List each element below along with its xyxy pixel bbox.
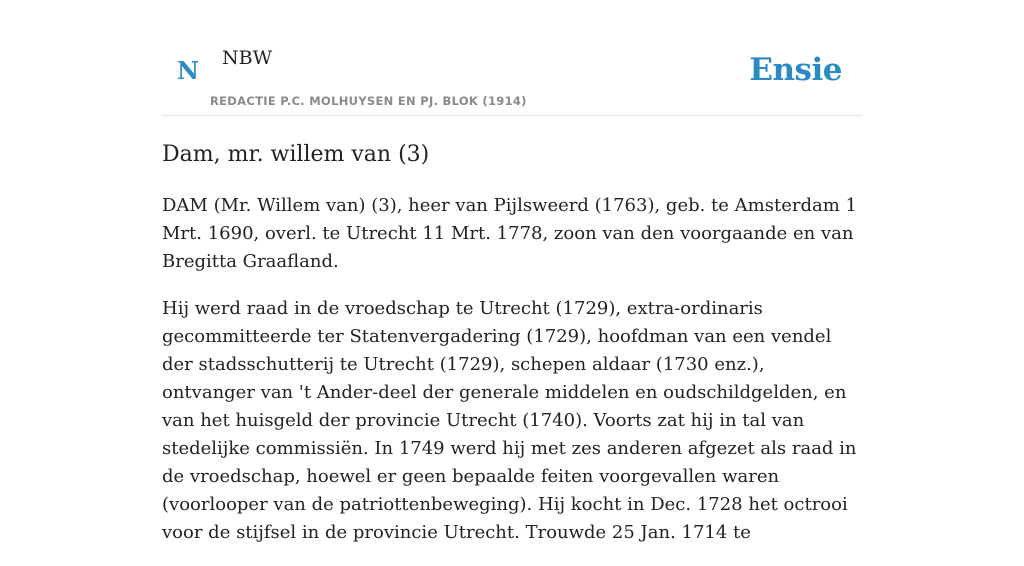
article-paragraph: Hij werd raad in de vroedschap te Utrecht (1729), extra-ordinaris gecommitteerde ter Statenvergadering (1729), hoofdman van een vendel der stadsschutterij te Utrecht (1729), schepen aldaar (1730 enz.), ontvanger van 't Ander-deel der generale middelen en oudschildgelden, en van het huisgeld der provincie Utrecht (1740). Voorts zat hij in tal van stedelijke commissiën. In 1749 werd hij met zes anderen afgezet als raad in de vroedschap, hoewel er geen bepaalde feiten voorgevallen waren (voorlooper van de patriottenbeweging). Hij kocht in Dec. 1728 het octrooi voor de stijfsel in de provincie Utrecht. Trouwde 25 Jan. 1714 te — [162, 298, 857, 543]
source-logo[interactable]: N — [177, 56, 199, 85]
page-container — [162, 0, 862, 543]
article-body — [162, 192, 862, 566]
brand-logo[interactable]: Ensie — [749, 52, 842, 88]
article-paragraph: DAM (Mr. Willem van) (3), heer van Pijlsweerd (1763), geb. te Amsterdam 1 Mrt. 1690, overl. te Utrecht 11 Mrt. 1778, zoon van den voorgaande en van Bregitta Graafland. — [162, 195, 857, 272]
article-title: Dam, mr. willem van (3) — [162, 142, 430, 167]
site-header — [162, 0, 862, 116]
source-name-link[interactable]: NBW — [222, 47, 273, 69]
source-editors: REDACTIE P.C. MOLHUYSEN EN PJ. BLOK (1914) — [210, 94, 527, 108]
